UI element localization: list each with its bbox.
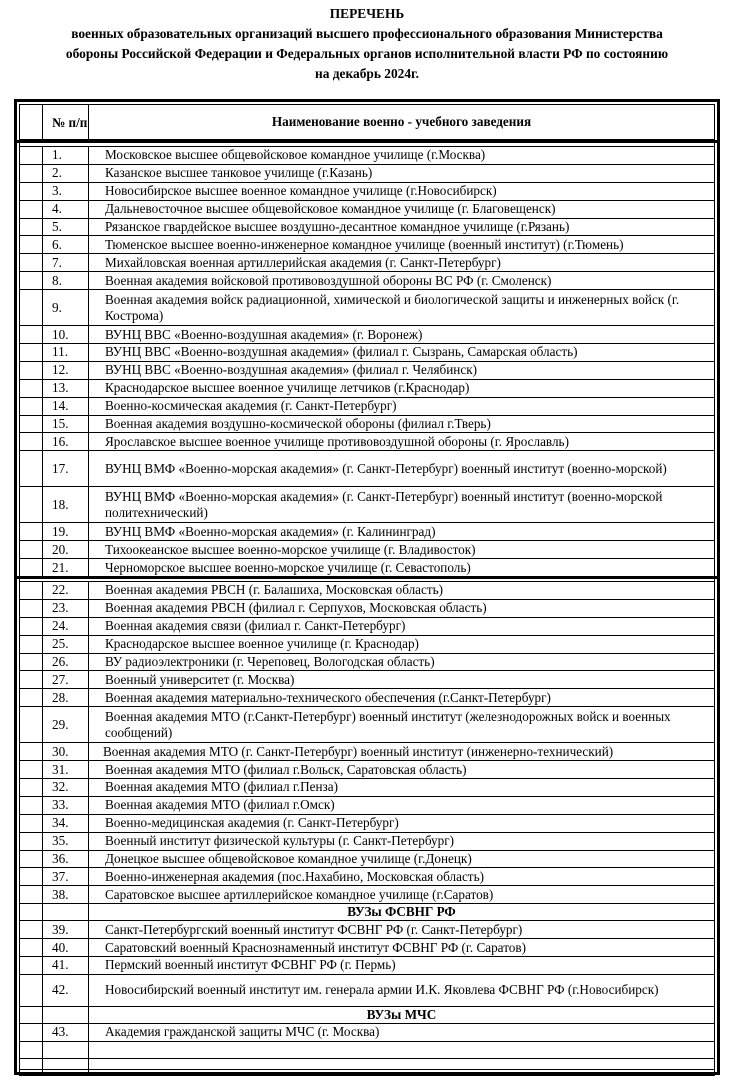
- row-institution-name: Военная академия МТО (филиал г.Пенза): [89, 779, 715, 797]
- table-row: [20, 635, 715, 653]
- row-blank-cell: [20, 415, 43, 433]
- table-header-row: [20, 105, 715, 140]
- row-blank-cell: [20, 653, 43, 671]
- section-2-table: [19, 581, 715, 1076]
- row-institution-name: Саратовское высшее артиллерийское командное училище (г.Саратов): [89, 886, 715, 904]
- table-row: [20, 523, 715, 541]
- row-institution-name: Военно-инженерная академия (пос.Нахабино, Московская область): [89, 868, 715, 886]
- row-institution-name: Военная академия материально-технического обеспечения (г.Санкт-Петербург): [89, 689, 715, 707]
- row-blank-cell: [20, 487, 43, 523]
- row-blank-cell: [20, 939, 43, 957]
- row-number: 33.: [43, 796, 89, 814]
- row-institution-name: Военная академия МТО (филиал г.Омск): [89, 796, 715, 814]
- table-row: [20, 617, 715, 635]
- row-number: 12.: [43, 361, 89, 379]
- row-blank-cell: [20, 814, 43, 832]
- row-blank-cell: [20, 344, 43, 362]
- row-blank-cell: [20, 957, 43, 975]
- title-line-4: на декабрь 2024г.: [315, 66, 419, 81]
- row-blank-cell: [20, 1023, 43, 1041]
- row-number: 2.: [43, 164, 89, 182]
- row-blank-cell: [20, 164, 43, 182]
- table-row: [20, 743, 715, 761]
- row-number: 21.: [43, 559, 89, 577]
- row-blank-number: [43, 1006, 89, 1023]
- table-row: [20, 379, 715, 397]
- row-blank-cell: [20, 832, 43, 850]
- row-institution-name: ВУНЦ ВВС «Военно-воздушная академия» (филиал г. Челябинск): [89, 361, 715, 379]
- table-row: [20, 582, 715, 600]
- table-row: [20, 415, 715, 433]
- table-row: [20, 272, 715, 290]
- row-blank-cell: [20, 868, 43, 886]
- table-row: [20, 541, 715, 559]
- row-number: 27.: [43, 671, 89, 689]
- row-blank-cell: [20, 886, 43, 904]
- table-row: [20, 761, 715, 779]
- row-institution-name: Академия гражданской защиты МЧС (г. Москва): [89, 1023, 715, 1041]
- row-number: 32.: [43, 779, 89, 797]
- row-number: 42.: [43, 974, 89, 1006]
- empty-cell: [89, 1041, 715, 1058]
- table-row: [20, 689, 715, 707]
- row-number: 43.: [43, 1023, 89, 1041]
- row-number: 11.: [43, 344, 89, 362]
- table-row: [20, 254, 715, 272]
- title-heading: ПЕРЕЧЕНЬ: [329, 6, 405, 21]
- row-institution-name: ВУНЦ ВМФ «Военно-морская академия» (г. Санкт-Петербург) военный институт (военно-морской): [89, 451, 715, 487]
- row-number: 35.: [43, 832, 89, 850]
- section-header-mchs: [20, 1006, 715, 1023]
- row-institution-name: Черноморское высшее военно-морское училище (г. Севастополь): [89, 559, 715, 577]
- table-row: [20, 1023, 715, 1041]
- row-number: 16.: [43, 433, 89, 451]
- row-blank-cell: [20, 743, 43, 761]
- row-number: 37.: [43, 868, 89, 886]
- row-institution-name: Военная академия РВСН (филиал г. Серпухов, Московская область): [89, 599, 715, 617]
- header-table: [19, 104, 715, 140]
- empty-row: [20, 1058, 715, 1075]
- row-blank-cell: [20, 147, 43, 165]
- empty-row: [20, 1041, 715, 1058]
- table-row: [20, 147, 715, 165]
- table-row: [20, 200, 715, 218]
- row-number: 14.: [43, 397, 89, 415]
- section-1-table: [19, 146, 715, 577]
- header-name-cell: Наименование военно - учебного заведения: [89, 105, 715, 140]
- row-institution-name: Военный университет (г. Москва): [89, 671, 715, 689]
- table-row: [20, 236, 715, 254]
- row-blank-cell: [20, 1006, 43, 1023]
- row-blank-cell: [20, 272, 43, 290]
- table-row: [20, 921, 715, 939]
- table-row: [20, 653, 715, 671]
- table-row: [20, 974, 715, 1006]
- table-row: [20, 832, 715, 850]
- table-row: [20, 326, 715, 344]
- empty-cell: [89, 1058, 715, 1075]
- row-blank-cell: [20, 582, 43, 600]
- row-number: 25.: [43, 635, 89, 653]
- table-row: [20, 559, 715, 577]
- header-separator: [14, 140, 720, 143]
- row-number: 10.: [43, 326, 89, 344]
- header-number-cell: № п/п: [43, 105, 89, 140]
- row-institution-name: Новосибирский военный институт им. генерала армии И.К. Яковлева ФСВНГ РФ (г.Новосибирск): [89, 974, 715, 1006]
- table-row: [20, 451, 715, 487]
- row-blank-cell: [20, 451, 43, 487]
- row-blank-cell: [20, 921, 43, 939]
- table-row: [20, 796, 715, 814]
- row-number: 6.: [43, 236, 89, 254]
- empty-cell: [43, 1058, 89, 1075]
- row-blank-cell: [20, 523, 43, 541]
- row-blank-cell: [20, 361, 43, 379]
- row-institution-name: Саратовский военный Краснознаменный институт ФСВНГ РФ (г. Саратов): [89, 939, 715, 957]
- table-row: [20, 397, 715, 415]
- row-institution-name: Краснодарское высшее военное училище (г. Краснодар): [89, 635, 715, 653]
- row-number: 34.: [43, 814, 89, 832]
- row-number: 17.: [43, 451, 89, 487]
- row-blank-cell: [20, 850, 43, 868]
- row-institution-name: Дальневосточное высшее общевойсковое командное училище (г. Благовещенск): [89, 200, 715, 218]
- row-blank-cell: [20, 671, 43, 689]
- row-institution-name: Военная академия связи (филиал г. Санкт-Петербург): [89, 617, 715, 635]
- row-institution-name: Военно-космическая академия (г. Санкт-Петербург): [89, 397, 715, 415]
- row-institution-name: Санкт-Петербургский военный институт ФСВНГ РФ (г. Санкт-Петербург): [89, 921, 715, 939]
- row-institution-name: Военная академия войск радиационной, химической и биологической защиты и инженерных войск (г. Кострома): [89, 290, 715, 326]
- table-row: [20, 361, 715, 379]
- row-number: 13.: [43, 379, 89, 397]
- title-line-2: военных образовательных организаций высшего профессионального образования Министерства: [71, 26, 663, 41]
- row-blank-cell: [20, 326, 43, 344]
- row-institution-name: ВУНЦ ВВС «Военно-воздушная академия» (филиал г. Сызрань, Самарская область): [89, 344, 715, 362]
- row-blank-cell: [20, 904, 43, 921]
- section-header-fsvng: [20, 904, 715, 921]
- row-number: 23.: [43, 599, 89, 617]
- row-blank-cell: [20, 974, 43, 1006]
- table-row: [20, 707, 715, 743]
- row-blank-cell: [20, 779, 43, 797]
- row-blank-cell: [20, 397, 43, 415]
- table-row: [20, 868, 715, 886]
- row-blank-cell: [20, 559, 43, 577]
- row-institution-name: Военная академия МТО (г. Санкт-Петербург) военный институт (инженерно-технический): [89, 743, 715, 761]
- table-row: [20, 164, 715, 182]
- row-number: 36.: [43, 850, 89, 868]
- row-number: 29.: [43, 707, 89, 743]
- row-blank-cell: [20, 254, 43, 272]
- table-row: [20, 599, 715, 617]
- row-number: 38.: [43, 886, 89, 904]
- table-row: [20, 886, 715, 904]
- row-number: 3.: [43, 182, 89, 200]
- table-row: [20, 182, 715, 200]
- row-institution-name: Ярославское высшее военное училище противовоздушной обороны (г. Ярославль): [89, 433, 715, 451]
- row-number: 8.: [43, 272, 89, 290]
- row-institution-name: Пермский военный институт ФСВНГ РФ (г. Пермь): [89, 957, 715, 975]
- row-number: 28.: [43, 689, 89, 707]
- empty-cell: [20, 1058, 43, 1075]
- row-number: 15.: [43, 415, 89, 433]
- row-number: 7.: [43, 254, 89, 272]
- row-blank-cell: [20, 761, 43, 779]
- row-institution-name: Московское высшее общевойсковое командное училище (г.Москва): [89, 147, 715, 165]
- row-institution-name: Военный институт физической культуры (г. Санкт-Петербург): [89, 832, 715, 850]
- row-number: 26.: [43, 653, 89, 671]
- row-number: 19.: [43, 523, 89, 541]
- row-blank-cell: [20, 290, 43, 326]
- row-number: 24.: [43, 617, 89, 635]
- table-row: [20, 779, 715, 797]
- table-row: [20, 218, 715, 236]
- row-blank-cell: [20, 379, 43, 397]
- row-institution-name: Тюменское высшее военно-инженерное командное училище (военный институт) (г.Тюмень): [89, 236, 715, 254]
- row-blank-cell: [20, 541, 43, 559]
- row-institution-name: Краснодарское высшее военное училище летчиков (г.Краснодар): [89, 379, 715, 397]
- row-blank-cell: [20, 218, 43, 236]
- row-blank-cell: [20, 796, 43, 814]
- section-title: ВУЗы ФСВНГ РФ: [89, 904, 715, 921]
- row-blank-cell: [20, 635, 43, 653]
- section-separator: [14, 576, 720, 579]
- row-institution-name: ВУНЦ ВМФ «Военно-морская академия» (г. Калининград): [89, 523, 715, 541]
- row-institution-name: Донецкое высшее общевойсковое командное училище (г.Донецк): [89, 850, 715, 868]
- row-number: 40.: [43, 939, 89, 957]
- document-title: [0, 4, 734, 84]
- row-blank-cell: [20, 182, 43, 200]
- row-blank-cell: [20, 433, 43, 451]
- row-number: 4.: [43, 200, 89, 218]
- row-institution-name: Новосибирское высшее военное командное училище (г.Новосибирск): [89, 182, 715, 200]
- row-blank-cell: [20, 707, 43, 743]
- row-institution-name: Военная академия воздушно-космической обороны (филиал г.Тверь): [89, 415, 715, 433]
- header-blank-cell: [20, 105, 43, 140]
- row-number: 31.: [43, 761, 89, 779]
- table-row: [20, 487, 715, 523]
- row-institution-name: ВУНЦ ВМФ «Военно-морская академия» (г. Санкт-Петербург) военный институт (военно-морской политехнический): [89, 487, 715, 523]
- row-institution-name: Военная академия МТО (филиал г.Вольск, Саратовская область): [89, 761, 715, 779]
- row-blank-cell: [20, 599, 43, 617]
- row-number: 18.: [43, 487, 89, 523]
- row-number: 41.: [43, 957, 89, 975]
- row-number: 20.: [43, 541, 89, 559]
- row-institution-name: Михайловская военная артиллерийская академия (г. Санкт-Петербург): [89, 254, 715, 272]
- row-number: 30.: [43, 743, 89, 761]
- section-title: ВУЗы МЧС: [89, 1006, 715, 1023]
- row-number: 5.: [43, 218, 89, 236]
- row-institution-name: Тихоокеанское высшее военно-морское училище (г. Владивосток): [89, 541, 715, 559]
- row-institution-name: Военная академия войсковой противовоздушной обороны ВС РФ (г. Смоленск): [89, 272, 715, 290]
- table-row: [20, 850, 715, 868]
- table-row: [20, 290, 715, 326]
- table-row: [20, 671, 715, 689]
- row-institution-name: Военно-медицинская академия (г. Санкт-Петербург): [89, 814, 715, 832]
- row-institution-name: ВУ радиоэлектроники (г. Череповец, Вологодская область): [89, 653, 715, 671]
- row-blank-cell: [20, 617, 43, 635]
- row-blank-cell: [20, 689, 43, 707]
- table-row: [20, 344, 715, 362]
- row-institution-name: ВУНЦ ВВС «Военно-воздушная академия» (г. Воронеж): [89, 326, 715, 344]
- row-blank-cell: [20, 236, 43, 254]
- empty-cell: [20, 1041, 43, 1058]
- row-institution-name: Военная академия РВСН (г. Балашиха, Московская область): [89, 582, 715, 600]
- table-row: [20, 957, 715, 975]
- row-blank-number: [43, 904, 89, 921]
- empty-cell: [43, 1041, 89, 1058]
- row-institution-name: Рязанское гвардейское высшее воздушно-десантное командное училище (г.Рязань): [89, 218, 715, 236]
- row-number: 9.: [43, 290, 89, 326]
- row-number: 1.: [43, 147, 89, 165]
- row-institution-name: Казанское высшее танковое училище (г.Казань): [89, 164, 715, 182]
- table-row: [20, 939, 715, 957]
- table-row: [20, 814, 715, 832]
- row-number: 39.: [43, 921, 89, 939]
- row-institution-name: Военная академия МТО (г.Санкт-Петербург) военный институт (железнодорожных войск и военных сообщений): [89, 707, 715, 743]
- title-line-3: обороны Российской Федерации и Федеральных органов исполнительной власти РФ по состоянию: [65, 46, 669, 61]
- table-row: [20, 433, 715, 451]
- row-number: 22.: [43, 582, 89, 600]
- row-blank-cell: [20, 200, 43, 218]
